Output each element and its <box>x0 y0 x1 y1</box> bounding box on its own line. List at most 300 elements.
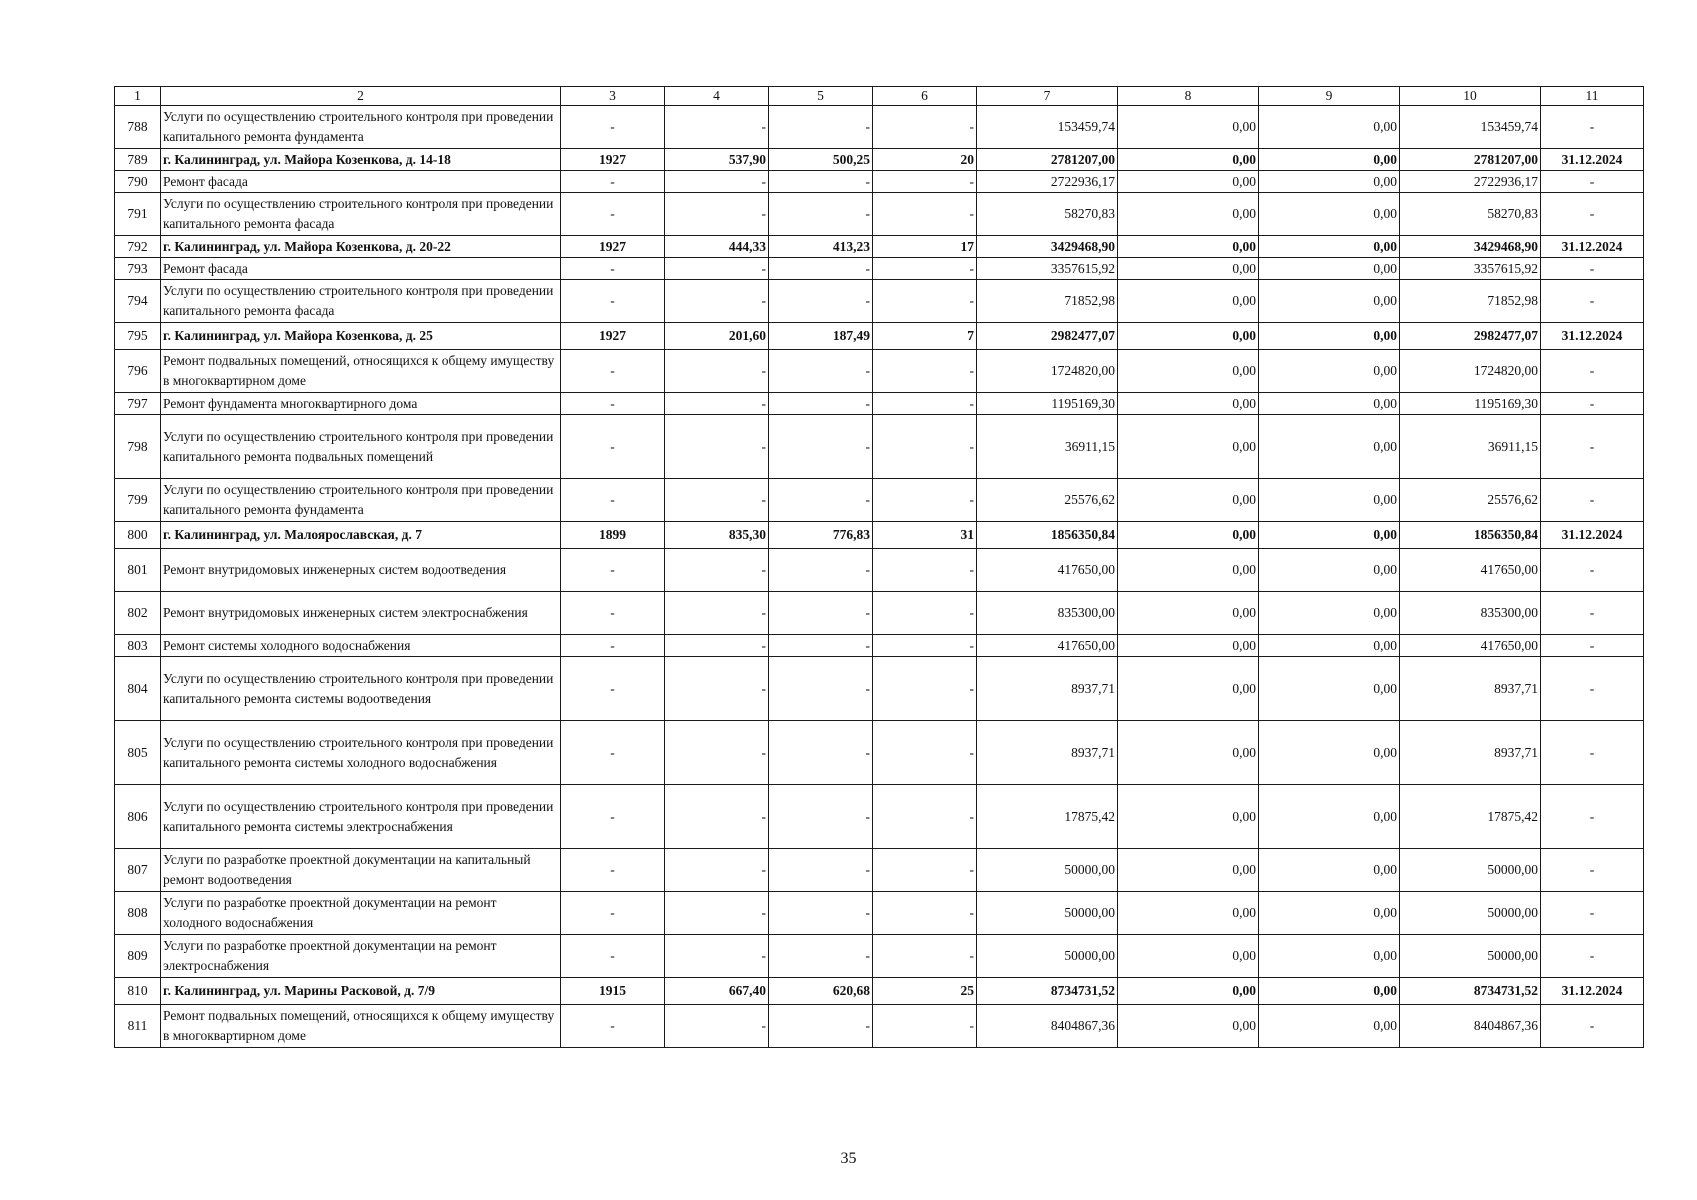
deadline-cell: 31.12.2024 <box>1541 522 1644 549</box>
total-cost-cell: 50000,00 <box>977 935 1118 978</box>
year-cell: - <box>561 393 665 415</box>
owner-funds-cell: 153459,74 <box>1400 106 1541 149</box>
federal-funds-cell: 0,00 <box>1118 258 1259 280</box>
owner-funds-cell: 25576,62 <box>1400 479 1541 522</box>
regional-funds-cell: 0,00 <box>1259 415 1400 479</box>
year-cell: 1899 <box>561 522 665 549</box>
year-cell: - <box>561 1005 665 1048</box>
total-cost-cell: 8937,71 <box>977 721 1118 785</box>
regional-funds-cell: 0,00 <box>1259 635 1400 657</box>
owner-funds-cell: 835300,00 <box>1400 592 1541 635</box>
description-cell: Ремонт внутридомовых инженерных систем электроснабжения <box>161 592 561 635</box>
work-item-row <box>115 280 1644 323</box>
year-cell: - <box>561 785 665 849</box>
row-number-cell: 795 <box>115 323 161 350</box>
regional-funds-cell: 0,00 <box>1259 549 1400 592</box>
area-cell: 667,40 <box>665 978 769 1005</box>
register-body <box>115 87 1644 1048</box>
total-cost-cell: 36911,15 <box>977 415 1118 479</box>
residents-cell: - <box>873 935 977 978</box>
total-cost-cell: 58270,83 <box>977 193 1118 236</box>
description-cell: Услуги по разработке проектной документации на капитальный ремонт водоотведения <box>161 849 561 892</box>
work-item-row <box>115 415 1644 479</box>
row-number-cell: 800 <box>115 522 161 549</box>
deadline-cell: - <box>1541 479 1644 522</box>
residents-cell: - <box>873 171 977 193</box>
column-header: 8 <box>1118 87 1259 106</box>
owner-funds-cell: 8937,71 <box>1400 657 1541 721</box>
federal-funds-cell: 0,00 <box>1118 149 1259 171</box>
work-item-row <box>115 106 1644 149</box>
total-cost-cell: 417650,00 <box>977 635 1118 657</box>
description-cell: Услуги по осуществлению строительного контроля при проведении капитального ремонта системы холодного водоснабжения <box>161 721 561 785</box>
living-area-cell: - <box>769 280 873 323</box>
regional-funds-cell: 0,00 <box>1259 849 1400 892</box>
federal-funds-cell: 0,00 <box>1118 1005 1259 1048</box>
owner-funds-cell: 2982477,07 <box>1400 323 1541 350</box>
column-header: 9 <box>1259 87 1400 106</box>
residents-cell: - <box>873 479 977 522</box>
living-area-cell: 413,23 <box>769 236 873 258</box>
regional-funds-cell: 0,00 <box>1259 785 1400 849</box>
row-number-cell: 794 <box>115 280 161 323</box>
row-number-cell: 805 <box>115 721 161 785</box>
deadline-cell: 31.12.2024 <box>1541 236 1644 258</box>
area-cell: - <box>665 892 769 935</box>
federal-funds-cell: 0,00 <box>1118 935 1259 978</box>
row-number-cell: 797 <box>115 393 161 415</box>
work-item-row <box>115 635 1644 657</box>
row-number-cell: 810 <box>115 978 161 1005</box>
area-cell: - <box>665 350 769 393</box>
year-cell: - <box>561 657 665 721</box>
total-cost-cell: 3429468,90 <box>977 236 1118 258</box>
owner-funds-cell: 8734731,52 <box>1400 978 1541 1005</box>
work-item-row <box>115 849 1644 892</box>
area-cell: - <box>665 1005 769 1048</box>
description-cell: Услуги по осуществлению строительного контроля при проведении капитального ремонта подвальных помещений <box>161 415 561 479</box>
residents-cell: - <box>873 635 977 657</box>
column-header: 11 <box>1541 87 1644 106</box>
total-cost-cell: 2982477,07 <box>977 323 1118 350</box>
description-cell: Ремонт системы холодного водоснабжения <box>161 635 561 657</box>
description-cell: Ремонт внутридомовых инженерных систем водоотведения <box>161 549 561 592</box>
description-cell: Услуги по разработке проектной документации на ремонт электроснабжения <box>161 935 561 978</box>
area-cell: - <box>665 935 769 978</box>
deadline-cell: - <box>1541 935 1644 978</box>
residents-cell: - <box>873 657 977 721</box>
row-number-cell: 807 <box>115 849 161 892</box>
work-item-row <box>115 350 1644 393</box>
regional-funds-cell: 0,00 <box>1259 892 1400 935</box>
total-cost-cell: 3357615,92 <box>977 258 1118 280</box>
owner-funds-cell: 1195169,30 <box>1400 393 1541 415</box>
federal-funds-cell: 0,00 <box>1118 978 1259 1005</box>
federal-funds-cell: 0,00 <box>1118 106 1259 149</box>
living-area-cell: - <box>769 479 873 522</box>
area-cell: 537,90 <box>665 149 769 171</box>
area-cell: - <box>665 849 769 892</box>
area-cell: - <box>665 280 769 323</box>
regional-funds-cell: 0,00 <box>1259 522 1400 549</box>
owner-funds-cell: 1724820,00 <box>1400 350 1541 393</box>
year-cell: - <box>561 193 665 236</box>
federal-funds-cell: 0,00 <box>1118 323 1259 350</box>
living-area-cell: - <box>769 415 873 479</box>
regional-funds-cell: 0,00 <box>1259 323 1400 350</box>
residents-cell: - <box>873 106 977 149</box>
address-row <box>115 978 1644 1005</box>
area-cell: - <box>665 393 769 415</box>
federal-funds-cell: 0,00 <box>1118 522 1259 549</box>
deadline-cell: - <box>1541 106 1644 149</box>
description-cell: Услуги по осуществлению строительного контроля при проведении капитального ремонта фундамента <box>161 479 561 522</box>
living-area-cell: - <box>769 935 873 978</box>
federal-funds-cell: 0,00 <box>1118 393 1259 415</box>
total-cost-cell: 25576,62 <box>977 479 1118 522</box>
row-number-cell: 808 <box>115 892 161 935</box>
row-number-cell: 811 <box>115 1005 161 1048</box>
regional-funds-cell: 0,00 <box>1259 258 1400 280</box>
regional-funds-cell: 0,00 <box>1259 350 1400 393</box>
work-item-row <box>115 892 1644 935</box>
description-cell: Ремонт подвальных помещений, относящихся к общему имуществу в многоквартирном доме <box>161 350 561 393</box>
work-item-row <box>115 258 1644 280</box>
owner-funds-cell: 2781207,00 <box>1400 149 1541 171</box>
residents-cell: - <box>873 1005 977 1048</box>
living-area-cell: - <box>769 635 873 657</box>
total-cost-cell: 17875,42 <box>977 785 1118 849</box>
federal-funds-cell: 0,00 <box>1118 635 1259 657</box>
description-cell: Услуги по осуществлению строительного контроля при проведении капитального ремонта системы водоотведения <box>161 657 561 721</box>
total-cost-cell: 8404867,36 <box>977 1005 1118 1048</box>
area-cell: - <box>665 592 769 635</box>
work-item-row <box>115 785 1644 849</box>
row-number-cell: 789 <box>115 149 161 171</box>
row-number-cell: 802 <box>115 592 161 635</box>
total-cost-cell: 1856350,84 <box>977 522 1118 549</box>
year-cell: 1927 <box>561 236 665 258</box>
column-header: 4 <box>665 87 769 106</box>
federal-funds-cell: 0,00 <box>1118 721 1259 785</box>
total-cost-cell: 153459,74 <box>977 106 1118 149</box>
address-row <box>115 323 1644 350</box>
residents-cell: - <box>873 193 977 236</box>
row-number-cell: 804 <box>115 657 161 721</box>
total-cost-cell: 835300,00 <box>977 592 1118 635</box>
living-area-cell: - <box>769 592 873 635</box>
residents-cell: - <box>873 721 977 785</box>
living-area-cell: - <box>769 393 873 415</box>
residents-cell: 25 <box>873 978 977 1005</box>
work-item-row <box>115 479 1644 522</box>
description-cell: Услуги по разработке проектной документации на ремонт холодного водоснабжения <box>161 892 561 935</box>
owner-funds-cell: 17875,42 <box>1400 785 1541 849</box>
description-cell: г. Калининград, ул. Марины Расковой, д. 7/9 <box>161 978 561 1005</box>
owner-funds-cell: 3357615,92 <box>1400 258 1541 280</box>
description-cell: г. Калининград, ул. Майора Козенкова, д. 25 <box>161 323 561 350</box>
owner-funds-cell: 417650,00 <box>1400 549 1541 592</box>
year-cell: - <box>561 171 665 193</box>
living-area-cell: - <box>769 258 873 280</box>
deadline-cell: - <box>1541 171 1644 193</box>
regional-funds-cell: 0,00 <box>1259 592 1400 635</box>
deadline-cell: - <box>1541 393 1644 415</box>
living-area-cell: 187,49 <box>769 323 873 350</box>
living-area-cell: - <box>769 106 873 149</box>
regional-funds-cell: 0,00 <box>1259 393 1400 415</box>
living-area-cell: - <box>769 193 873 236</box>
area-cell: - <box>665 479 769 522</box>
year-cell: - <box>561 479 665 522</box>
residents-cell: 7 <box>873 323 977 350</box>
residents-cell: - <box>873 415 977 479</box>
address-row <box>115 236 1644 258</box>
total-cost-cell: 1724820,00 <box>977 350 1118 393</box>
row-number-cell: 796 <box>115 350 161 393</box>
year-cell: 1927 <box>561 149 665 171</box>
column-header: 2 <box>161 87 561 106</box>
residents-cell: - <box>873 849 977 892</box>
federal-funds-cell: 0,00 <box>1118 892 1259 935</box>
row-number-cell: 788 <box>115 106 161 149</box>
regional-funds-cell: 0,00 <box>1259 106 1400 149</box>
area-cell: - <box>665 635 769 657</box>
total-cost-cell: 2722936,17 <box>977 171 1118 193</box>
owner-funds-cell: 8937,71 <box>1400 721 1541 785</box>
register-table <box>114 86 1644 1048</box>
deadline-cell: - <box>1541 635 1644 657</box>
living-area-cell: - <box>769 350 873 393</box>
deadline-cell: - <box>1541 657 1644 721</box>
deadline-cell: - <box>1541 415 1644 479</box>
federal-funds-cell: 0,00 <box>1118 657 1259 721</box>
federal-funds-cell: 0,00 <box>1118 280 1259 323</box>
description-cell: Ремонт фундамента многоквартирного дома <box>161 393 561 415</box>
living-area-cell: - <box>769 549 873 592</box>
residents-cell: - <box>873 393 977 415</box>
area-cell: - <box>665 193 769 236</box>
federal-funds-cell: 0,00 <box>1118 171 1259 193</box>
column-header: 3 <box>561 87 665 106</box>
owner-funds-cell: 50000,00 <box>1400 935 1541 978</box>
deadline-cell: 31.12.2024 <box>1541 149 1644 171</box>
residents-cell: - <box>873 258 977 280</box>
description-cell: Услуги по осуществлению строительного контроля при проведении капитального ремонта системы электроснабжения <box>161 785 561 849</box>
area-cell: - <box>665 258 769 280</box>
residents-cell: - <box>873 785 977 849</box>
address-row <box>115 522 1644 549</box>
year-cell: - <box>561 258 665 280</box>
deadline-cell: - <box>1541 849 1644 892</box>
year-cell: - <box>561 935 665 978</box>
residents-cell: 31 <box>873 522 977 549</box>
column-header: 7 <box>977 87 1118 106</box>
deadline-cell: - <box>1541 549 1644 592</box>
area-cell: 444,33 <box>665 236 769 258</box>
federal-funds-cell: 0,00 <box>1118 592 1259 635</box>
federal-funds-cell: 0,00 <box>1118 350 1259 393</box>
living-area-cell: - <box>769 721 873 785</box>
total-cost-cell: 1195169,30 <box>977 393 1118 415</box>
deadline-cell: - <box>1541 1005 1644 1048</box>
work-item-row <box>115 193 1644 236</box>
row-number-cell: 809 <box>115 935 161 978</box>
owner-funds-cell: 8404867,36 <box>1400 1005 1541 1048</box>
description-cell: Ремонт фасада <box>161 258 561 280</box>
owner-funds-cell: 36911,15 <box>1400 415 1541 479</box>
description-cell: Услуги по осуществлению строительного контроля при проведении капитального ремонта фасада <box>161 280 561 323</box>
living-area-cell: - <box>769 892 873 935</box>
year-cell: - <box>561 721 665 785</box>
federal-funds-cell: 0,00 <box>1118 415 1259 479</box>
total-cost-cell: 8734731,52 <box>977 978 1118 1005</box>
total-cost-cell: 50000,00 <box>977 892 1118 935</box>
column-header: 10 <box>1400 87 1541 106</box>
residents-cell: - <box>873 592 977 635</box>
regional-funds-cell: 0,00 <box>1259 935 1400 978</box>
federal-funds-cell: 0,00 <box>1118 549 1259 592</box>
year-cell: - <box>561 415 665 479</box>
area-cell: - <box>665 415 769 479</box>
regional-funds-cell: 0,00 <box>1259 236 1400 258</box>
area-cell: - <box>665 106 769 149</box>
living-area-cell: 500,25 <box>769 149 873 171</box>
column-header: 6 <box>873 87 977 106</box>
living-area-cell: - <box>769 657 873 721</box>
year-cell: - <box>561 350 665 393</box>
row-number-cell: 791 <box>115 193 161 236</box>
year-cell: - <box>561 892 665 935</box>
owner-funds-cell: 50000,00 <box>1400 892 1541 935</box>
living-area-cell: - <box>769 1005 873 1048</box>
area-cell: 835,30 <box>665 522 769 549</box>
owner-funds-cell: 71852,98 <box>1400 280 1541 323</box>
year-cell: - <box>561 592 665 635</box>
work-item-row <box>115 657 1644 721</box>
living-area-cell: - <box>769 171 873 193</box>
deadline-cell: - <box>1541 350 1644 393</box>
regional-funds-cell: 0,00 <box>1259 657 1400 721</box>
year-cell: - <box>561 280 665 323</box>
deadline-cell: - <box>1541 280 1644 323</box>
regional-funds-cell: 0,00 <box>1259 149 1400 171</box>
regional-funds-cell: 0,00 <box>1259 171 1400 193</box>
year-cell: 1915 <box>561 978 665 1005</box>
federal-funds-cell: 0,00 <box>1118 849 1259 892</box>
area-cell: - <box>665 657 769 721</box>
living-area-cell: 620,68 <box>769 978 873 1005</box>
address-row <box>115 149 1644 171</box>
owner-funds-cell: 417650,00 <box>1400 635 1541 657</box>
residents-cell: - <box>873 549 977 592</box>
residents-cell: - <box>873 892 977 935</box>
living-area-cell: - <box>769 785 873 849</box>
federal-funds-cell: 0,00 <box>1118 479 1259 522</box>
year-cell: - <box>561 849 665 892</box>
residents-cell: - <box>873 280 977 323</box>
federal-funds-cell: 0,00 <box>1118 236 1259 258</box>
living-area-cell: 776,83 <box>769 522 873 549</box>
page-number: 35 <box>840 1150 857 1167</box>
total-cost-cell: 417650,00 <box>977 549 1118 592</box>
owner-funds-cell: 3429468,90 <box>1400 236 1541 258</box>
header-row <box>115 87 1644 106</box>
residents-cell: - <box>873 350 977 393</box>
regional-funds-cell: 0,00 <box>1259 1005 1400 1048</box>
deadline-cell: - <box>1541 721 1644 785</box>
row-number-cell: 806 <box>115 785 161 849</box>
regional-funds-cell: 0,00 <box>1259 721 1400 785</box>
work-item-row <box>115 393 1644 415</box>
area-cell: - <box>665 549 769 592</box>
regional-funds-cell: 0,00 <box>1259 193 1400 236</box>
total-cost-cell: 71852,98 <box>977 280 1118 323</box>
year-cell: - <box>561 106 665 149</box>
deadline-cell: - <box>1541 193 1644 236</box>
total-cost-cell: 50000,00 <box>977 849 1118 892</box>
work-item-row <box>115 935 1644 978</box>
description-cell: г. Калининград, ул. Малоярославская, д. 7 <box>161 522 561 549</box>
description-cell: г. Калининград, ул. Майора Козенкова, д. 20-22 <box>161 236 561 258</box>
residents-cell: 17 <box>873 236 977 258</box>
description-cell: г. Калининград, ул. Майора Козенкова, д. 14-18 <box>161 149 561 171</box>
total-cost-cell: 2781207,00 <box>977 149 1118 171</box>
federal-funds-cell: 0,00 <box>1118 785 1259 849</box>
row-number-cell: 793 <box>115 258 161 280</box>
work-item-row <box>115 592 1644 635</box>
work-item-row <box>115 721 1644 785</box>
owner-funds-cell: 1856350,84 <box>1400 522 1541 549</box>
area-cell: - <box>665 171 769 193</box>
year-cell: - <box>561 635 665 657</box>
description-cell: Ремонт подвальных помещений, относящихся к общему имуществу в многоквартирном доме <box>161 1005 561 1048</box>
year-cell: 1927 <box>561 323 665 350</box>
column-header: 5 <box>769 87 873 106</box>
row-number-cell: 790 <box>115 171 161 193</box>
area-cell: 201,60 <box>665 323 769 350</box>
deadline-cell: - <box>1541 785 1644 849</box>
row-number-cell: 792 <box>115 236 161 258</box>
row-number-cell: 803 <box>115 635 161 657</box>
federal-funds-cell: 0,00 <box>1118 193 1259 236</box>
work-item-row <box>115 1005 1644 1048</box>
row-number-cell: 798 <box>115 415 161 479</box>
area-cell: - <box>665 785 769 849</box>
description-cell: Услуги по осуществлению строительного контроля при проведении капитального ремонта фундамента <box>161 106 561 149</box>
living-area-cell: - <box>769 849 873 892</box>
description-cell: Ремонт фасада <box>161 171 561 193</box>
residents-cell: 20 <box>873 149 977 171</box>
column-header: 1 <box>115 87 161 106</box>
row-number-cell: 799 <box>115 479 161 522</box>
row-number-cell: 801 <box>115 549 161 592</box>
regional-funds-cell: 0,00 <box>1259 479 1400 522</box>
owner-funds-cell: 58270,83 <box>1400 193 1541 236</box>
deadline-cell: 31.12.2024 <box>1541 978 1644 1005</box>
area-cell: - <box>665 721 769 785</box>
total-cost-cell: 8937,71 <box>977 657 1118 721</box>
deadline-cell: - <box>1541 258 1644 280</box>
deadline-cell: - <box>1541 592 1644 635</box>
work-item-row <box>115 171 1644 193</box>
owner-funds-cell: 50000,00 <box>1400 849 1541 892</box>
year-cell: - <box>561 549 665 592</box>
work-item-row <box>115 549 1644 592</box>
description-cell: Услуги по осуществлению строительного контроля при проведении капитального ремонта фасада <box>161 193 561 236</box>
owner-funds-cell: 2722936,17 <box>1400 171 1541 193</box>
deadline-cell: 31.12.2024 <box>1541 323 1644 350</box>
